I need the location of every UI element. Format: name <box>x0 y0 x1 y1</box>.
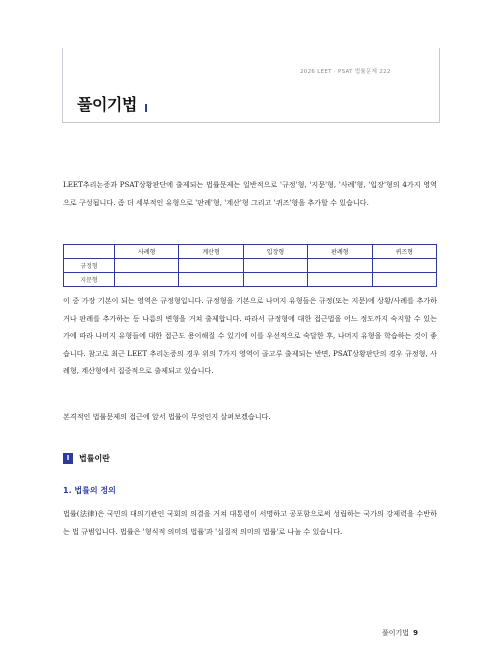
body-paragraph-1: 이 중 가장 기본이 되는 영역은 규정형입니다. 규정형을 기본으로 나머지 유형들은 규정(또는 지문)에 상황/사례를 추가하거나 판례를 추가하는 등 나름의 변형을 거쳐 출제합니다. 따라서 규정형에 대한 접근법을 어느 정도까지 숙지할 수 있는가에 따라 나머지 유형들에 대한 접근도 용이해질 수 있기에 이를 우선적으로 숙달한 후, 나머지 유형을 학습하는 것이 좋습니다. 참고로 최근 LEET 추리논증의 경우 위의 7가지 영역이 골고루 출제되는 반면, PSAT상황판단의 경우 규정형, 사례형, 계산형에서 집중적으로 출제되고 있습니다. <box>63 296 437 375</box>
table-cell <box>243 259 307 273</box>
question-type-table <box>63 244 437 287</box>
table-cell <box>372 259 436 273</box>
intro-paragraph: LEET추리논증과 PSAT상황판단에 출제되는 법률문제는 일반적으로 '규정'형, '지문'형, '사례'형, '입장'형의 4가지 영역으로 구성됩니다. 좀 더 세부적인 유형으로 '판례'형, '계산'형 그리고 '퀴즈'형을 추가할 수 있습니다. <box>63 180 437 207</box>
section-number-badge: I <box>63 453 73 464</box>
page-footer <box>382 628 418 638</box>
table-cell <box>372 273 436 287</box>
page-number: 9 <box>413 629 418 637</box>
body-paragraph-2: 본격적인 법률문제의 접근에 앞서 법률이 무엇인지 살펴보겠습니다. <box>63 412 271 421</box>
table-cell <box>115 273 179 287</box>
table-row-label: 규정형 <box>64 259 115 273</box>
table-cell <box>308 259 372 273</box>
page-title: 풀이기법 <box>77 95 137 114</box>
table-cell <box>179 273 243 287</box>
table-cell <box>179 259 243 273</box>
table-row <box>64 259 437 273</box>
table-header-cell <box>64 245 115 259</box>
table-cell <box>308 273 372 287</box>
table-cell <box>115 259 179 273</box>
table-header-cell: 사례형 <box>115 245 179 259</box>
table-header-cell: 판례형 <box>308 245 372 259</box>
header-subtitle: 2026 LEET · PSAT 법률문제 222 <box>300 69 391 75</box>
footer-label: 풀이기법 <box>382 629 410 637</box>
table-header-row <box>64 245 437 259</box>
definition-paragraph: 법률(法律)은 국민의 대의기관인 국회의 의결을 거쳐 대통령이 서명하고 공포함으로써 성립하는 국가의 강제력을 수반하는 법 규범입니다. 법률은 '형식적 의미의 법률'과 '실질적 의미의 법률'로 나눌 수 있습니다. <box>63 509 437 536</box>
section-title: 법률이란 <box>79 453 110 463</box>
table-header-cell: 입장형 <box>243 245 307 259</box>
title-accent-mark <box>145 104 147 112</box>
table-row-label: 지문형 <box>64 273 115 287</box>
table-row <box>64 273 437 287</box>
table-header-cell: 퀴즈형 <box>372 245 436 259</box>
table-header-cell: 계산형 <box>179 245 243 259</box>
section-heading <box>63 452 110 464</box>
subsection-title: 1. 법률의 정의 <box>63 486 116 495</box>
table-cell <box>243 273 307 287</box>
